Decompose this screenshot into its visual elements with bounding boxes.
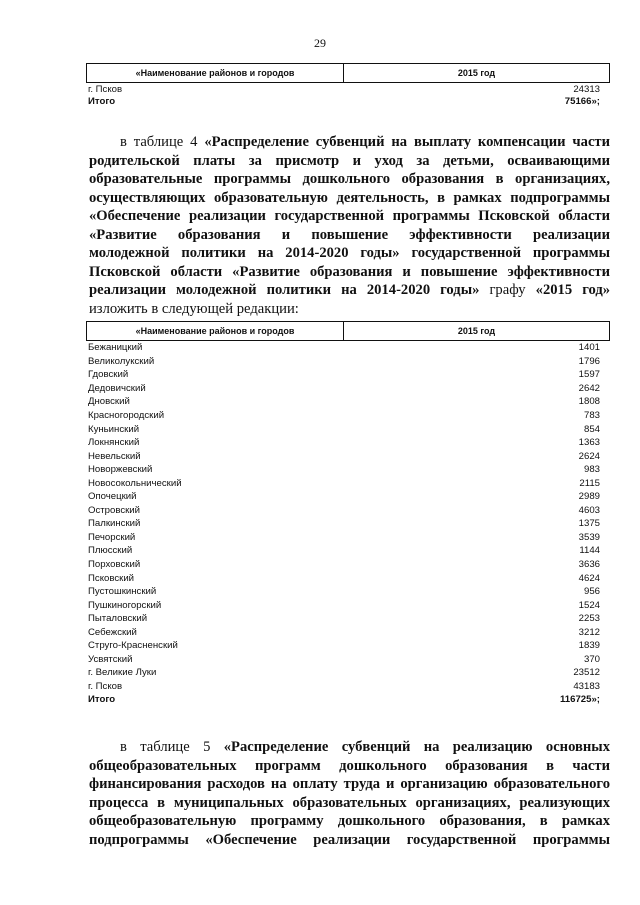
table-row (88, 83, 600, 95)
row-value: 783 (583, 410, 600, 421)
table-row-total (88, 693, 600, 707)
table-row (88, 409, 600, 423)
table-row (88, 558, 600, 572)
row-name: Гдовский (88, 369, 129, 381)
table-row (88, 639, 600, 653)
row-value: 116725»; (559, 694, 600, 706)
row-name: Печорский (88, 531, 136, 543)
paragraph-line: молодежной политики на 2014-2020 годы» государственной программы (89, 245, 610, 261)
table-row (88, 531, 600, 545)
paragraph-line: осуществляющих образовательную деятельность, в рамках подпрограммы (89, 189, 610, 206)
row-value: 23512 (573, 667, 600, 679)
paragraph-line: Псковской области «Развитие образования и повышение эффективности (89, 263, 610, 280)
row-value: 1363 (578, 437, 600, 449)
row-value: 4624 (578, 572, 600, 584)
row-value: 1808 (578, 396, 600, 408)
row-name: Псковский (88, 572, 135, 584)
table-row (88, 571, 600, 585)
row-name: Новоржевский (88, 464, 153, 476)
row-value: 1524 (578, 599, 600, 611)
row-name: Дедовичский (88, 382, 146, 394)
table-row (88, 449, 600, 463)
row-name: г. Псков (88, 680, 123, 692)
line-text: графу (479, 282, 536, 298)
table-row (88, 517, 600, 531)
row-value: 370 (583, 653, 600, 665)
table3-header-name: «Наименование районов и городов (87, 64, 344, 82)
table3-header (86, 63, 610, 83)
row-name: Новосокольнический (88, 477, 182, 489)
row-value: 1375 (578, 518, 600, 530)
row-name: Пустошкинский (88, 586, 157, 598)
paragraph-table5-intro (89, 738, 610, 849)
row-name: г. Великие Луки (88, 667, 157, 679)
row-name: Плюсский (88, 545, 133, 557)
table-row (88, 341, 600, 355)
row-name: Усвятский (88, 653, 133, 665)
row-name: Великолукский (88, 355, 155, 367)
row-name: Красногородский (88, 410, 165, 421)
table-row (88, 368, 600, 382)
row-value: 2642 (578, 382, 600, 394)
row-name: Локнянский (88, 437, 140, 449)
table-row (88, 490, 600, 504)
line-text: в таблице 5 (120, 739, 224, 755)
table-row (88, 463, 600, 477)
paragraph-line: образовательные программы дошкольного образования в организациях, (89, 171, 610, 187)
row-value: 1796 (578, 355, 600, 367)
row-name: Бежаницкий (88, 342, 143, 354)
row-value: 2989 (578, 491, 600, 503)
table-row (88, 585, 600, 599)
row-value: 956 (583, 586, 600, 598)
paragraph-line: общеобразовательную программу дошкольного образования, в рамках (89, 813, 610, 829)
row-name: Палкинский (88, 518, 141, 530)
table-row (88, 544, 600, 558)
paragraph-line: родительской платы за присмотр и уход за детьми, осваивающими (89, 152, 610, 169)
paragraph-line: финансирования расходов на оплату труда и организацию образовательного (89, 776, 610, 792)
table3-header-year: 2015 год (457, 68, 496, 78)
table-row (88, 598, 600, 612)
table-row (88, 625, 600, 639)
paragraph-line: процесса в муниципальных образовательных организациях, реализующих (89, 794, 610, 811)
table4-header-name: «Наименование районов и городов (87, 322, 344, 340)
row-name: Итого (88, 694, 116, 706)
row-value: 2624 (578, 450, 600, 462)
row-value: 1401 (578, 342, 600, 354)
row-value: 43183 (573, 680, 600, 692)
line-text-bold: «Распределение субвенций на выплату компенсации части (204, 134, 610, 150)
row-name: Порховский (88, 559, 141, 571)
row-value: 3539 (578, 531, 600, 543)
row-value: 854 (583, 423, 600, 435)
paragraph-line: «Развитие образования и повышение эффективности реализации (89, 226, 610, 243)
row-value: 983 (583, 464, 600, 476)
row-value: 2115 (579, 477, 600, 489)
paragraph-line (89, 281, 610, 300)
row-name: Пыталовский (88, 613, 148, 625)
row-value: 2253 (578, 613, 600, 625)
line-text-bold: «2015 год» (535, 282, 611, 298)
table4-header-year: 2015 год (457, 326, 496, 336)
table-row (88, 680, 600, 694)
table-row-total (88, 95, 600, 107)
row-name: Итого (88, 95, 116, 107)
table-row (88, 355, 600, 369)
row-name: Пушкиногорский (88, 599, 162, 611)
row-name: Себежский (88, 626, 137, 638)
paragraph-line: общеобразовательных программ дошкольного образования в части (89, 757, 610, 774)
paragraph-table4-intro (89, 133, 610, 318)
row-value: 3636 (578, 559, 600, 571)
row-value: 75166»; (564, 95, 600, 107)
table-row (88, 653, 600, 667)
row-value: 1144 (579, 545, 600, 557)
row-value: 4603 (578, 504, 600, 516)
row-value: 3212 (578, 626, 600, 638)
row-name: Невельский (88, 450, 141, 462)
line-text-bold: «Распределение субвенций на реализацию основных (223, 739, 610, 755)
row-name: Опочецкий (88, 491, 137, 503)
row-value: 24313 (573, 83, 600, 95)
row-name: г. Псков (88, 83, 123, 95)
page-number: 29 (314, 36, 326, 50)
row-name: Островский (88, 504, 141, 516)
table4-body (88, 341, 600, 707)
row-name: Дновский (88, 396, 130, 408)
table-row (88, 382, 600, 396)
table-row (88, 395, 600, 409)
row-name: Струго-Красненский (88, 640, 178, 652)
table-row (88, 504, 600, 518)
paragraph-line: подпрограммы «Обеспечение реализации государственной программы (89, 831, 610, 848)
paragraph-line (89, 133, 610, 152)
line-text-bold: реализации молодежной политики на 2014-2020 годы» (89, 282, 480, 298)
table3-body (88, 83, 600, 107)
line-text: в таблице 4 (120, 134, 205, 150)
table4-header (86, 321, 610, 341)
table-row (88, 612, 600, 626)
table-row (88, 422, 600, 436)
paragraph-line (89, 738, 610, 757)
row-value: 1839 (578, 640, 600, 652)
paragraph-line: изложить в следующей редакции: (89, 300, 299, 317)
paragraph-line: «Обеспечение реализации государственной программы Псковской области (89, 208, 610, 224)
table-row (88, 476, 600, 490)
row-name: Куньинский (88, 423, 140, 435)
row-value: 1597 (578, 369, 600, 381)
table-row (88, 436, 600, 450)
table-row (88, 666, 600, 680)
